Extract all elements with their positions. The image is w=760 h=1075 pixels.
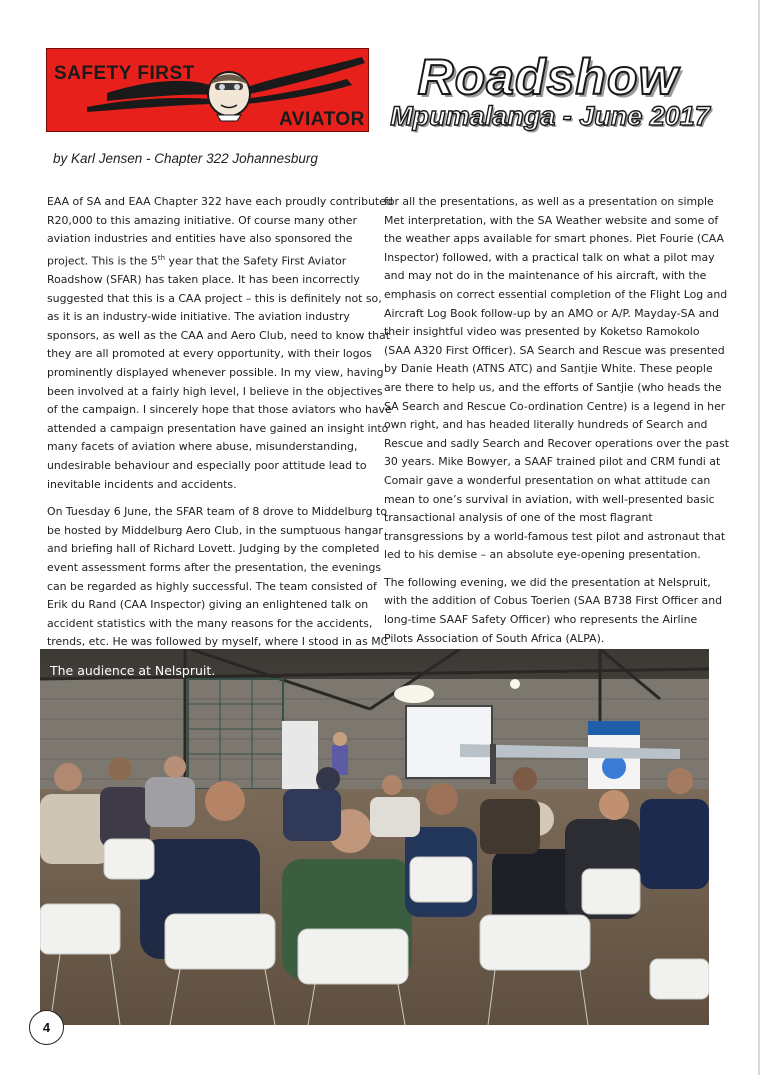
text-line: On Tuesday 6 June, the SFAR team of 8 drove to Middelburg to [47,505,387,519]
text-line: Rescue and sadly Search and Recover operations over the past [384,436,730,450]
text-line: and may not do in the maintenance of his aircraft, with the [384,269,707,283]
byline: by Karl Jensen - Chapter 322 Johannesburg [53,151,318,166]
superscript: th [157,253,166,262]
text-line: SA Search and Rescue Co-ordination Centre) is a legend in her [384,399,726,413]
text-line: Aircraft Log Book follow-up by an AMO or A/P. Mayday-SA and [384,306,720,320]
text-line: R20,000 to this amazing initiative. Of course many other [47,213,357,227]
text-line: trends, etc. He was followed by myself, where I stood in as MC [47,635,389,649]
text-line: long-time SAAF Safety Officer) who represents the Airline [384,613,698,627]
hangar-scene [40,649,709,1025]
text-line: Roadshow (SFAR) has taken place. It has been incorrectly [47,273,360,286]
text-line: sponsors, as well as the CAA and Aero Club, need to know that [47,328,390,342]
text-line: emphasis on correct essential completion of the Flight Log and [384,287,728,301]
text-line: by Danie Heath (ATNS ATC) and Santjie White. These people [384,362,713,376]
text-line: suggested that this is a CAA project – this is definitely not so, [47,291,382,305]
text-line: attended a campaign presentation have gained an insight into [47,421,389,435]
text-line: as it is an industry-wide initiative. The aviation industry [47,310,350,324]
text-line: Comair gave a wonderful presentation on what attitude can [384,473,711,487]
text-line: be hosted by Middelburg Aero Club, in the sumptuous hangar [47,523,383,537]
text-line: Erik du Rand (CAA Inspector) giving an enlightened talk on [47,598,369,612]
text-line: EAA of SA and EAA Chapter 322 have each proudly contributed [47,195,393,208]
text-line: mean to one’s survival in aviation, with well-presented basic [384,492,715,506]
text-fragment: project. This is the 5 [47,254,158,268]
text-line: (SAA A320 First Officer). SA Search and Rescue was presented [384,343,725,357]
text-line: Inspector) followed, with a practical talk on what a pilot may [384,250,715,264]
text-line: are there to help us, and the efforts of Santjie (who heads the [384,380,722,394]
text-line: transgressions by a world-famous test pilot and astronaut that [384,529,726,543]
text-line: they are all promoted at every opportunity, with their logos [47,347,372,361]
page-number: 4 [29,1010,64,1045]
text-line: and briefing hall of Richard Lovett. Judging by the completed [47,542,380,556]
text-line: of the campaign. I sincerely hope that those aviators who have [47,403,392,417]
audience-photo [40,649,709,1025]
text-fragment: year that the Safety First Aviator [165,254,347,268]
left-column [47,193,393,661]
text-line: own right, and has headed literally hundreds of Search and [384,418,708,432]
text-line [47,249,377,271]
text-line: event assessment forms after the presentation, the evenings [47,560,382,574]
text-line: 30 years. Mike Bowyer, a SAAF trained pilot and CRM fundi at [384,455,721,469]
right-column [384,193,730,657]
text-line: with the addition of Cobus Toerien (SAA B738 First Officer and [384,594,723,608]
text-line: led to his demise – an absolute eye-opening presentation. [384,548,701,562]
text-line: many facets of aviation where abuse, misunderstanding, [47,440,358,454]
text-line: Met interpretation, with the SA Weather website and some of [384,213,719,227]
text-line: prominently displayed whenever possible. In my view, having [47,365,384,379]
text-line: their insightful video was presented by Koketso Ramokolo [384,325,700,339]
page-title: Roadshow [417,49,679,105]
page-subtitle: Mpumalanga - June 2017 [390,101,710,131]
text-line: inevitable incidents and accidents. [47,477,237,491]
text-line: the weather apps available for smart phones. Piet Fourie (CAA [384,232,724,246]
text-line: undesirable behaviour and especially poor attitude lead to [47,458,367,472]
right-paragraph-1 [384,193,730,565]
text-line: accident statistics with the many reasons for the accidents, [47,616,373,630]
text-line: aviation industries and entities have also sponsored the [47,232,353,246]
left-paragraph-1 [47,193,393,494]
left-paragraph-2 [47,503,389,652]
safety-first-aviator-logo [46,48,369,132]
text-line: can be regarded as highly successful. The team consisted of [47,579,377,593]
text-line: The following evening, we did the presentation at Nelspruit, [384,575,711,589]
text-line: been involved at a fairly high level, I believe in the objectives [47,384,383,398]
logo-text-bottom: AVIATOR [279,109,365,130]
photo-caption: The audience at Nelspruit. [50,663,216,678]
text-line: for all the presentations, as well as a presentation on simple [384,195,714,208]
logo-text-top: SAFETY FIRST [54,63,195,84]
text-line: Pilots Association of South Africa (ALPA). [384,631,605,645]
text-line: transactional analysis of one of the most flagrant [384,511,653,525]
right-paragraph-2 [384,574,723,648]
